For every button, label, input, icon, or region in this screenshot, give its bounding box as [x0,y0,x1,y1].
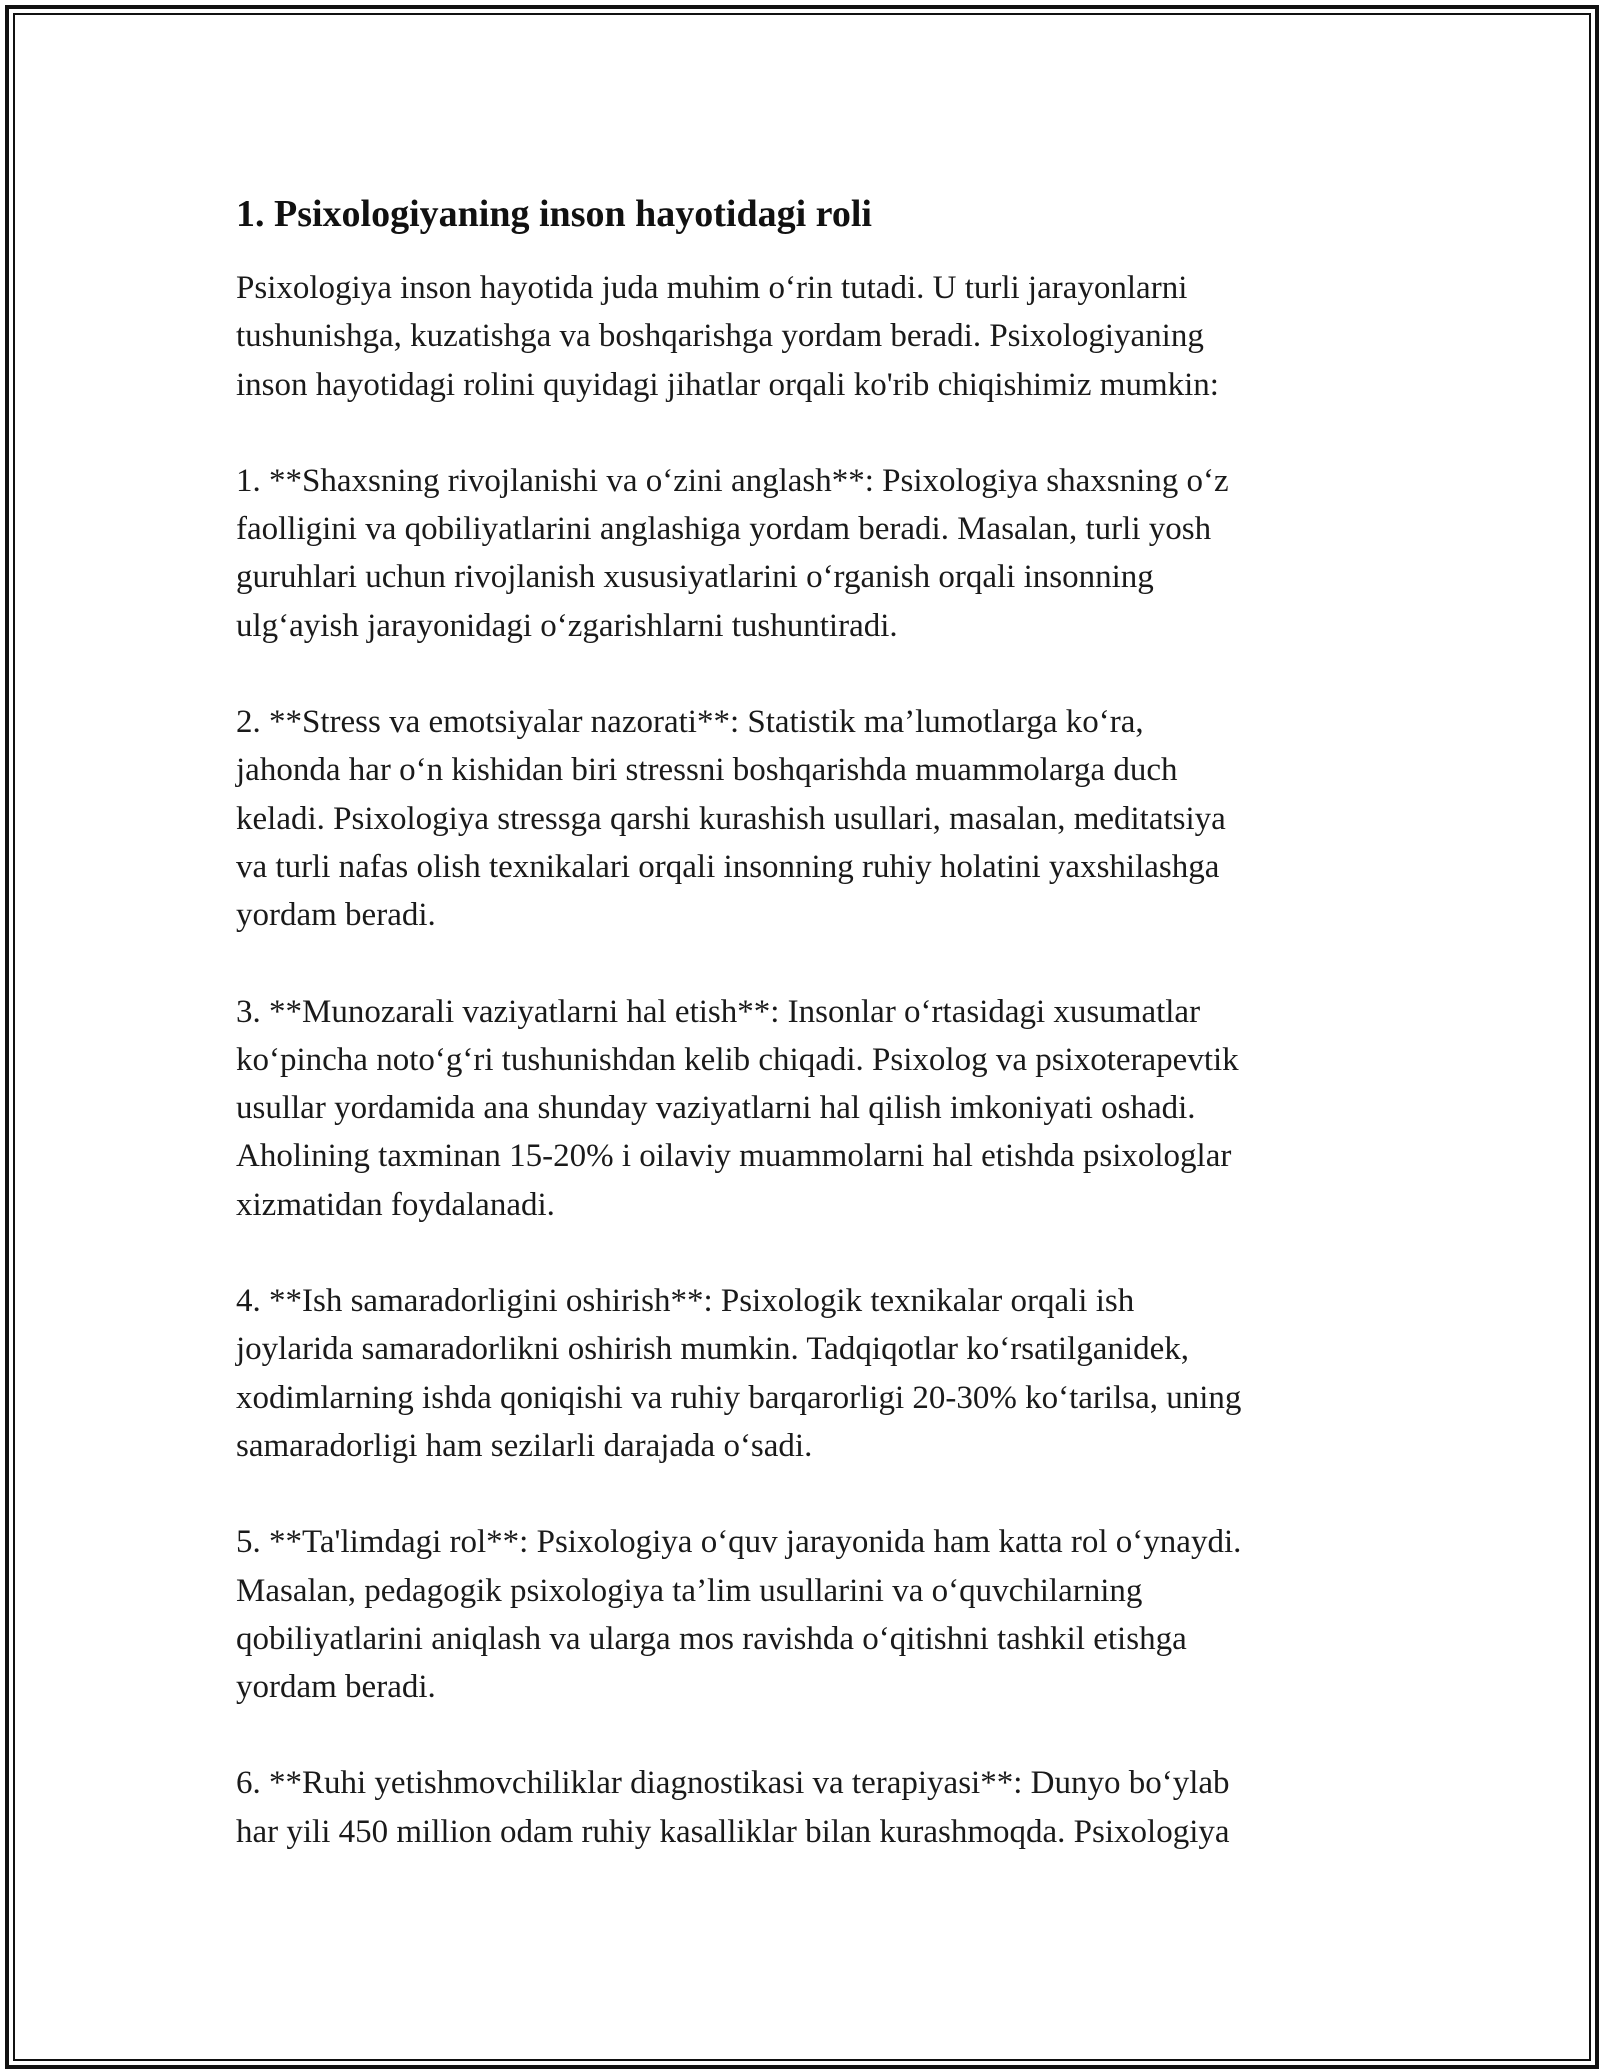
document-body [236,188,1366,1856]
list-item-6: 6. **Ruhi yetishmovchiliklar diagnostikasi va terapiyasi**: Dunyo bo‘ylab har yili 450 million odam ruhiy kasalliklar bilan kurashmoqda. Psixologiya [236,1765,1230,1850]
list-item-5: 5. **Ta'limdagi rol**: Psixologiya o‘quv jarayonida ham katta rol o‘ynaydi. Masalan, pedagogik psixologiya ta’lim usullarini va o‘quvchilarning qobiliyatlarini aniqlash va ularga mos ravishda o‘qitishni tashkil etishga yordam beradi. [236,1524,1242,1706]
list-item-3: 3. **Munozarali vaziyatlarni hal etish**: Insonlar o‘rtasidagi xusumatlar ko‘pincha noto‘g‘ri tushunishdan kelib chiqadi. Psixolog va psixoterapevtik usullar yordamida ana shunday vaziyatlarni hal qilish imkoniyati oshadi. Aholining taxminan 15-20% i oilaviy muammolarni hal etishda psixologlar xizmatidan foydalanadi. [236,993,1239,1223]
list-item-4: 4. **Ish samaradorligini oshirish**: Psixologik texnikalar orqali ish joylarida samaradorlikni oshirish mumkin. Tadqiqotlar ko‘rsatilganidek, xodimlarning ishda qoniqishi va ruhiy barqarorligi 20-30% ko‘tarilsa, uning samaradorligi ham sezilarli darajada o‘sadi. [236,1283,1242,1464]
intro-paragraph: Psixologiya inson hayotida juda muhim o‘rin tutadi. U turli jarayonlarni tushunishga, kuzatishga va boshqarishga yordam beradi. Psixologiyaning inson hayotidagi rolini quyidagi jihatlar orqali ko'rib chiqishimiz mumkin: [236,270,1219,403]
list-item-1: 1. **Shaxsning rivojlanishi va o‘zini anglash**: Psixologiya shaxsning o‘z faolligini va qobiliyatlarini anglashiga yordam beradi. Masalan, turli yosh guruhlari uchun rivojlanish xususiyatlarini o‘rganish orqali insonning ulg‘ayish jarayonidagi o‘zgarishlarni tushuntiradi. [236,462,1229,644]
list-item-2: 2. **Stress va emotsiyalar nazorati**: Statistik ma’lumotlarga ko‘ra, jahonda har o‘n kishidan biri stressni boshqarishda muammolarga duch keladi. Psixologiya stressga qarshi kurashish usullari, masalan, meditatsiya va turli nafas olish texnikalari orqali insonning ruhiy holatini yaxshilashga yordam beradi. [236,704,1226,934]
section-heading: 1. Psixologiyaning inson hayotidagi roli [236,193,872,235]
